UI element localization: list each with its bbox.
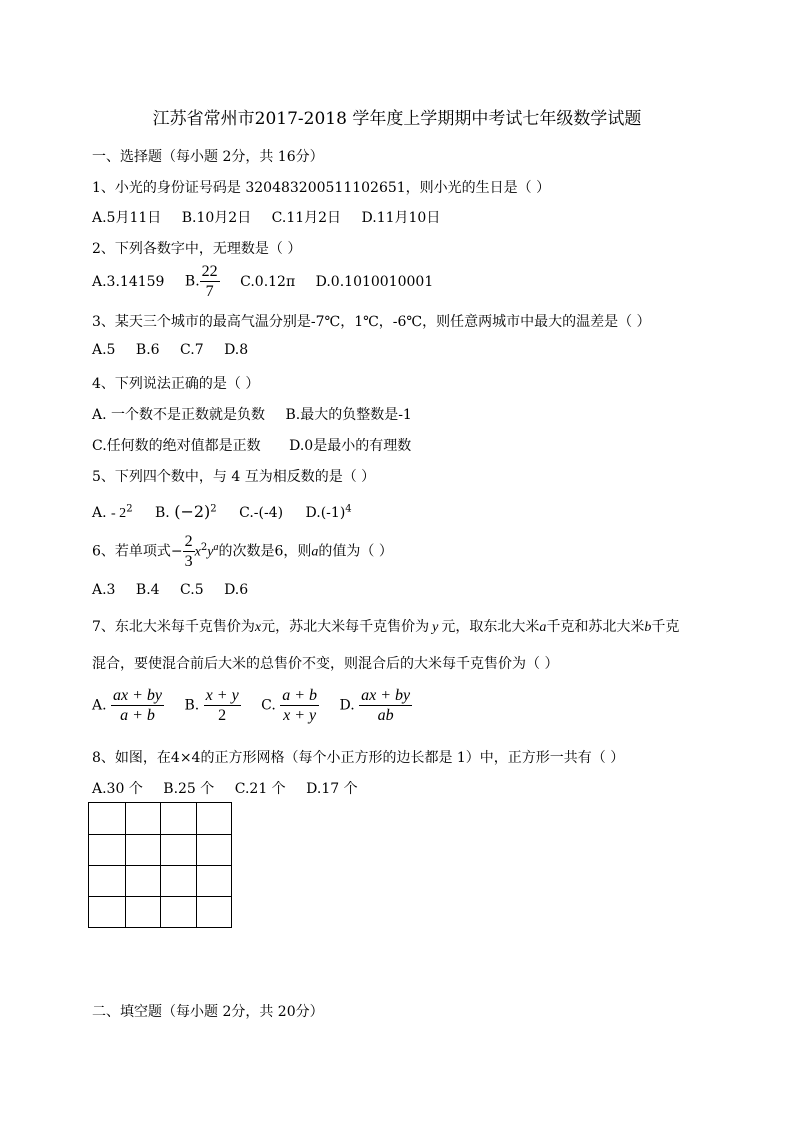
question-1-options [92, 207, 456, 227]
q6-prefix: 6、若单项式 [92, 543, 171, 560]
q5-option-a-label: A. [92, 505, 107, 521]
fraction-numerator: a + b [282, 687, 318, 704]
question-5-options [92, 502, 352, 522]
question-1-stem: 1、小光的身份证号码是 320483200511102651，则小光的生日是（ ） [92, 180, 551, 196]
q4-option-a: A. 一个数不是正数就是负数 [92, 407, 266, 423]
q7-option-a-label: A. [92, 697, 107, 714]
fraction-denominator: 7 [205, 283, 214, 300]
q6-exp-y: a [213, 541, 219, 553]
q6-option-c: C.5 [180, 582, 204, 598]
fraction-denominator: 3 [184, 553, 193, 570]
question-6-options [92, 582, 264, 598]
question-2-options [92, 262, 449, 301]
q7-option-a-fraction [111, 686, 164, 725]
q3-option-d: D.8 [224, 342, 249, 358]
q7-text-1: 7、东北大米每千克售价为 [92, 619, 255, 635]
fraction-numerator: x + y [205, 687, 239, 704]
fraction-numerator: 2 [184, 533, 193, 550]
q2-option-b-label: B. [184, 273, 200, 290]
q6-var-y: y [207, 544, 214, 560]
page-title: 江苏省常州市2017-2018 学年度上学期期中考试七年级数学试题 [152, 109, 642, 129]
q7-text-2: 元，苏北大米每千克售价为 [261, 619, 430, 635]
q2-option-b-fraction [200, 262, 220, 301]
q1-option-b: B.10月2日 [181, 210, 252, 226]
q8-option-c: C.21 个 [234, 781, 286, 797]
q6-minus-sign: − [170, 543, 183, 560]
fraction-numerator: 22 [201, 263, 218, 280]
q5-option-b-exponent: 2 [210, 503, 217, 515]
question-2-stem: 2、下列各数字中，无理数是（ ） [92, 241, 302, 257]
q4-option-b: B.最大的负整数是-1 [285, 407, 412, 423]
grid-horizontal-line [89, 865, 231, 866]
q7-option-d-label: D. [339, 697, 355, 714]
q7-var-y: y [432, 620, 439, 635]
q6-suffix-2: 的值为（ ） [318, 543, 393, 560]
question-4-options-row2 [92, 435, 427, 455]
grid-horizontal-line [89, 896, 231, 897]
q4-option-d: D.0是最小的有理数 [289, 438, 412, 454]
q5-option-c: C.-(-4) [239, 505, 284, 521]
question-6-stem [92, 532, 393, 571]
q5-option-b-label: B. [155, 505, 170, 521]
q6-var-a: a [311, 544, 319, 560]
question-3-options [92, 342, 264, 358]
q8-option-a: A.30 个 [92, 781, 143, 797]
fraction-denominator: 2 [218, 707, 227, 724]
q8-option-d: D.17 个 [306, 781, 358, 797]
q2-option-c: C.0.12π [240, 273, 296, 290]
q8-option-b: B.25 个 [163, 781, 215, 797]
q6-option-b: B.4 [135, 582, 160, 598]
question-7-line-1 [92, 616, 679, 636]
q7-var-x: x [254, 620, 262, 635]
q7-text-5: 千克 [651, 619, 680, 635]
q5-option-d-exponent: 4 [345, 503, 352, 515]
q5-option-a-expr: - 2 [111, 506, 127, 521]
section-heading-fill-in: 二、填空题（每小题 2分，共 20分） [92, 1004, 324, 1020]
q1-option-a: A.5月11日 [92, 210, 162, 226]
q3-option-c: C.7 [180, 342, 204, 358]
q7-option-b-label: B. [184, 697, 200, 714]
fraction-denominator: x + y [283, 707, 317, 724]
q1-option-c: C.11月2日 [271, 210, 342, 226]
q6-option-a: A.3 [92, 582, 116, 598]
question-7-options [92, 686, 412, 725]
question-3-stem: 3、某天三个城市的最高气温分别是-7℃，1℃，-6℃，则任意两城市中最大的温差是（ ） [92, 314, 651, 330]
q6-suffix-1: 的次数是6，则 [218, 543, 312, 560]
q2-option-a: A.3.14159 [92, 273, 165, 290]
q1-option-d: D.11月10日 [361, 210, 441, 226]
question-7-line-2: 混合，要使混合前后大米的总售价不变，则混合后的大米每千克售价为（ ） [92, 656, 559, 672]
q5-option-b-expr: (−2) [174, 502, 211, 521]
question-8-options [92, 778, 374, 798]
q7-var-b: b [644, 620, 652, 635]
q5-option-a-exponent: 2 [126, 503, 133, 515]
square-grid-figure [88, 802, 232, 928]
q6-option-d: D.6 [224, 582, 249, 598]
fraction-denominator: a + b [120, 707, 155, 724]
fraction-numerator: ax + by [113, 687, 163, 704]
q6-exp-x: 2 [200, 541, 208, 553]
q7-text-4: 千克和苏北大米 [546, 619, 645, 635]
q6-var-x: x [194, 544, 201, 560]
q4-option-c: C.任何数的绝对值都是正数 [92, 438, 261, 454]
q7-text-3: 元，取东北大米 [441, 619, 540, 635]
grid-horizontal-line [89, 834, 231, 835]
fraction-denominator: ab [377, 707, 394, 724]
section-heading-choice: 一、选择题（每小题 2分，共 16分） [92, 149, 324, 165]
q7-option-c-label: C. [261, 697, 276, 714]
q7-option-d-fraction [359, 686, 412, 725]
question-5-stem: 5、下列四个数中，与 4 互为相反数的是（ ） [92, 469, 376, 485]
q3-option-a: A.5 [92, 342, 116, 358]
question-4-options-row1 [92, 404, 428, 424]
fraction-numerator: ax + by [361, 687, 411, 704]
q6-coefficient-fraction [183, 532, 195, 571]
q3-option-b: B.6 [135, 342, 160, 358]
question-4-stem: 4、下列说法正确的是（ ） [92, 376, 260, 392]
q5-option-d-expr: D.(-1) [305, 505, 346, 521]
q7-option-c-fraction [280, 686, 319, 725]
q2-option-d: D.0.1010010001 [315, 273, 434, 290]
question-8-stem: 8、如图，在4×4的正方形网格（每个小正方形的边长都是 1）中，正方形一共有（ ） [92, 750, 625, 766]
q7-option-b-fraction [204, 686, 241, 725]
q7-var-a: a [539, 620, 547, 635]
